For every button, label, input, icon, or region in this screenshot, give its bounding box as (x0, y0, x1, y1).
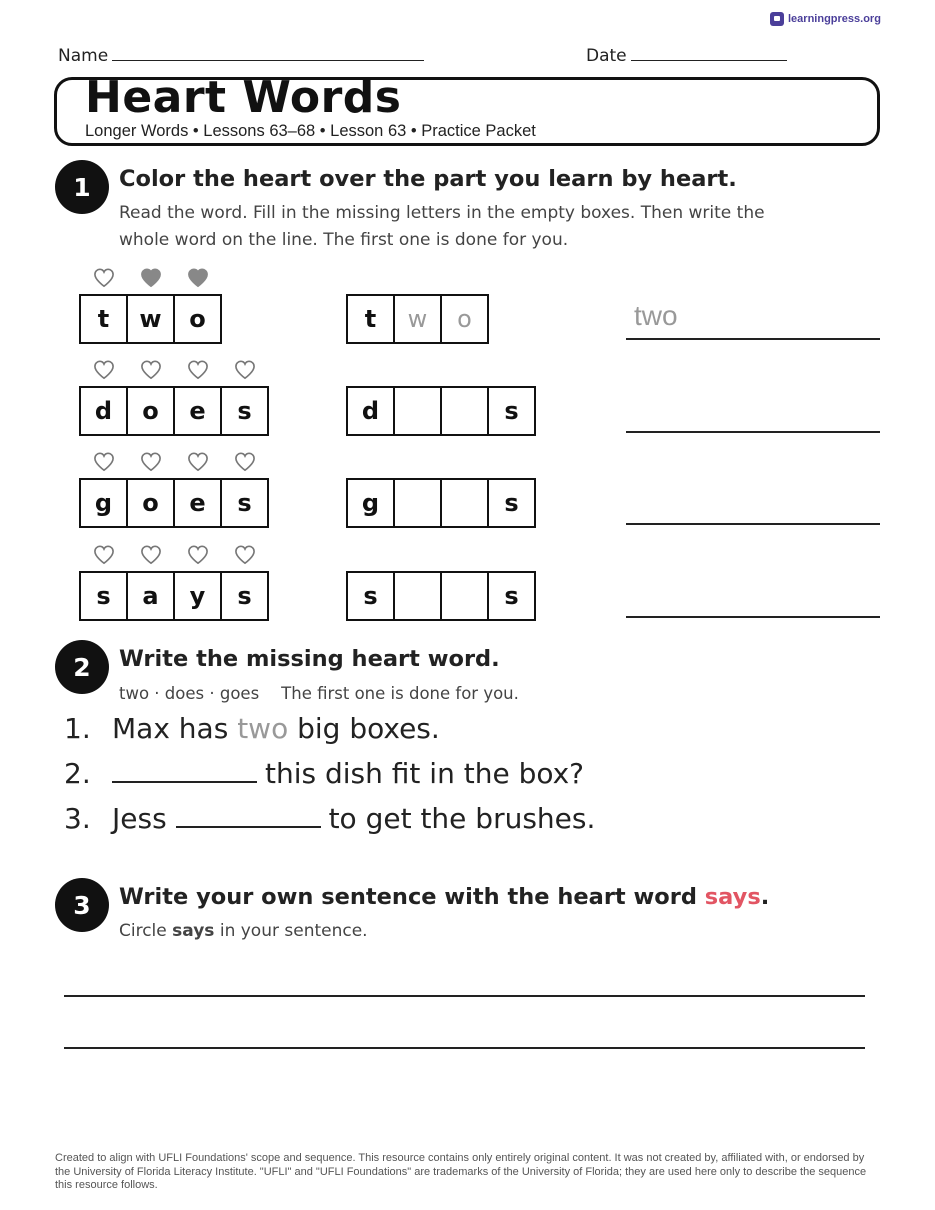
section-2-badge: 2 (55, 640, 109, 694)
learningpress-logo-icon (770, 12, 784, 26)
page-title: Heart Words (85, 72, 402, 123)
name-field[interactable] (58, 46, 424, 66)
brand-text: learningpress.org (788, 13, 881, 25)
empty-letter-box[interactable] (393, 571, 442, 621)
letter-box: o (173, 294, 222, 344)
filled-answer: two (237, 712, 289, 745)
writing-line-1[interactable] (64, 995, 865, 997)
letter-box: d (79, 386, 128, 436)
letter-box: y (173, 571, 222, 621)
heart-outline-icon[interactable] (234, 452, 256, 472)
answer-line-4[interactable] (626, 616, 880, 618)
name-line[interactable] (112, 47, 424, 61)
empty-letter-box[interactable] (393, 478, 442, 528)
heart-word-highlight: says (704, 884, 761, 910)
full-word-row-1 (79, 294, 222, 344)
letter-box: w (393, 294, 442, 344)
section-1-heading: Color the heart over the part you learn by heart. (119, 166, 737, 192)
section-2-heading: Write the missing heart word. (119, 646, 500, 672)
sentence-number: 1. (64, 712, 91, 745)
answer-text-1: two (634, 300, 678, 331)
section-2-note: The first one is done for you. (281, 684, 519, 703)
heart-outline-icon[interactable] (140, 545, 162, 565)
answer-blank[interactable] (176, 806, 321, 828)
letter-box: g (346, 478, 395, 528)
section-3-badge: 3 (55, 878, 109, 932)
sentence-1: 1. Max has two big boxes. (64, 712, 440, 745)
heart-outline-icon[interactable] (234, 545, 256, 565)
letter-box: e (173, 478, 222, 528)
letter-box: e (173, 386, 222, 436)
letter-box: s (487, 478, 536, 528)
letter-box: o (126, 386, 175, 436)
sentence-2: 2. this dish fit in the box? (64, 757, 585, 790)
heart-outline-icon[interactable] (140, 360, 162, 380)
letter-box: s (220, 386, 269, 436)
heart-outline-icon[interactable] (93, 452, 115, 472)
letter-box: s (487, 386, 536, 436)
sentence-3: 3. Jess to get the brushes. (64, 802, 596, 835)
empty-letter-box[interactable] (440, 386, 489, 436)
writing-line-2[interactable] (64, 1047, 865, 1049)
footer-disclaimer: Created to align with UFLI Foundations' scope and sequence. This resource contains only entirely original content. It was not created by, affiliated with, or endorsed by the University of Florida Literacy Institute. "UFLI" and "UFLI Foundations" are trademarks of the University of Florida; they are used here only to describe the sequence this resource follows. (55, 1152, 867, 1191)
page-subtitle: Longer Words • Lessons 63–68 • Lesson 63 • Practice Packet (85, 122, 536, 140)
heart-outline-icon[interactable] (187, 545, 209, 565)
letter-box: o (126, 478, 175, 528)
section-1-instructions-line-2: whole word on the line. The first one is done for you. (119, 230, 569, 250)
letter-box: t (346, 294, 395, 344)
letter-box: s (220, 478, 269, 528)
partial-word-row-4 (346, 571, 536, 621)
section-3-heading: Write your own sentence with the heart word says. (119, 884, 770, 910)
date-label: Date (586, 46, 627, 66)
heart-outline-icon[interactable] (187, 452, 209, 472)
full-word-row-2 (79, 386, 269, 436)
answer-line-2[interactable] (626, 431, 880, 433)
date-field[interactable] (586, 46, 787, 66)
partial-word-row-1 (346, 294, 489, 344)
letter-box: s (220, 571, 269, 621)
letter-box: s (487, 571, 536, 621)
section-1-badge: 1 (55, 160, 109, 214)
heart-outline-icon[interactable] (187, 360, 209, 380)
letter-box: a (126, 571, 175, 621)
heart-filled-icon[interactable] (140, 268, 162, 288)
answer-line-3[interactable] (626, 523, 880, 525)
sentence-number: 3. (64, 802, 91, 835)
letter-box: d (346, 386, 395, 436)
date-line[interactable] (631, 47, 787, 61)
heart-outline-icon[interactable] (93, 545, 115, 565)
letter-box: s (346, 571, 395, 621)
letter-box: g (79, 478, 128, 528)
heart-outline-icon[interactable] (140, 452, 162, 472)
heart-outline-icon[interactable] (93, 360, 115, 380)
answer-line-1[interactable] (626, 338, 880, 340)
title-box (54, 72, 880, 146)
empty-letter-box[interactable] (393, 386, 442, 436)
heart-filled-icon[interactable] (187, 268, 209, 288)
empty-letter-box[interactable] (440, 478, 489, 528)
partial-word-row-3 (346, 478, 536, 528)
letter-box: w (126, 294, 175, 344)
full-word-row-4 (79, 571, 269, 621)
partial-word-row-2 (346, 386, 536, 436)
answer-blank[interactable] (112, 761, 257, 783)
letter-box: o (440, 294, 489, 344)
letter-box: s (79, 571, 128, 621)
word-bank: two · does · goes (119, 684, 260, 703)
section-2-subline (119, 680, 519, 707)
section-3-instructions: Circle says in your sentence. (119, 921, 368, 941)
brand-logo (770, 12, 881, 26)
section-1-instructions-line-1: Read the word. Fill in the missing letters in the empty boxes. Then write the (119, 203, 765, 223)
heart-outline-icon[interactable] (234, 360, 256, 380)
heart-outline-icon[interactable] (93, 268, 115, 288)
section-1-instructions (119, 200, 765, 254)
letter-box: t (79, 294, 128, 344)
name-label: Name (58, 46, 109, 66)
sentence-number: 2. (64, 757, 91, 790)
full-word-row-3 (79, 478, 269, 528)
empty-letter-box[interactable] (440, 571, 489, 621)
